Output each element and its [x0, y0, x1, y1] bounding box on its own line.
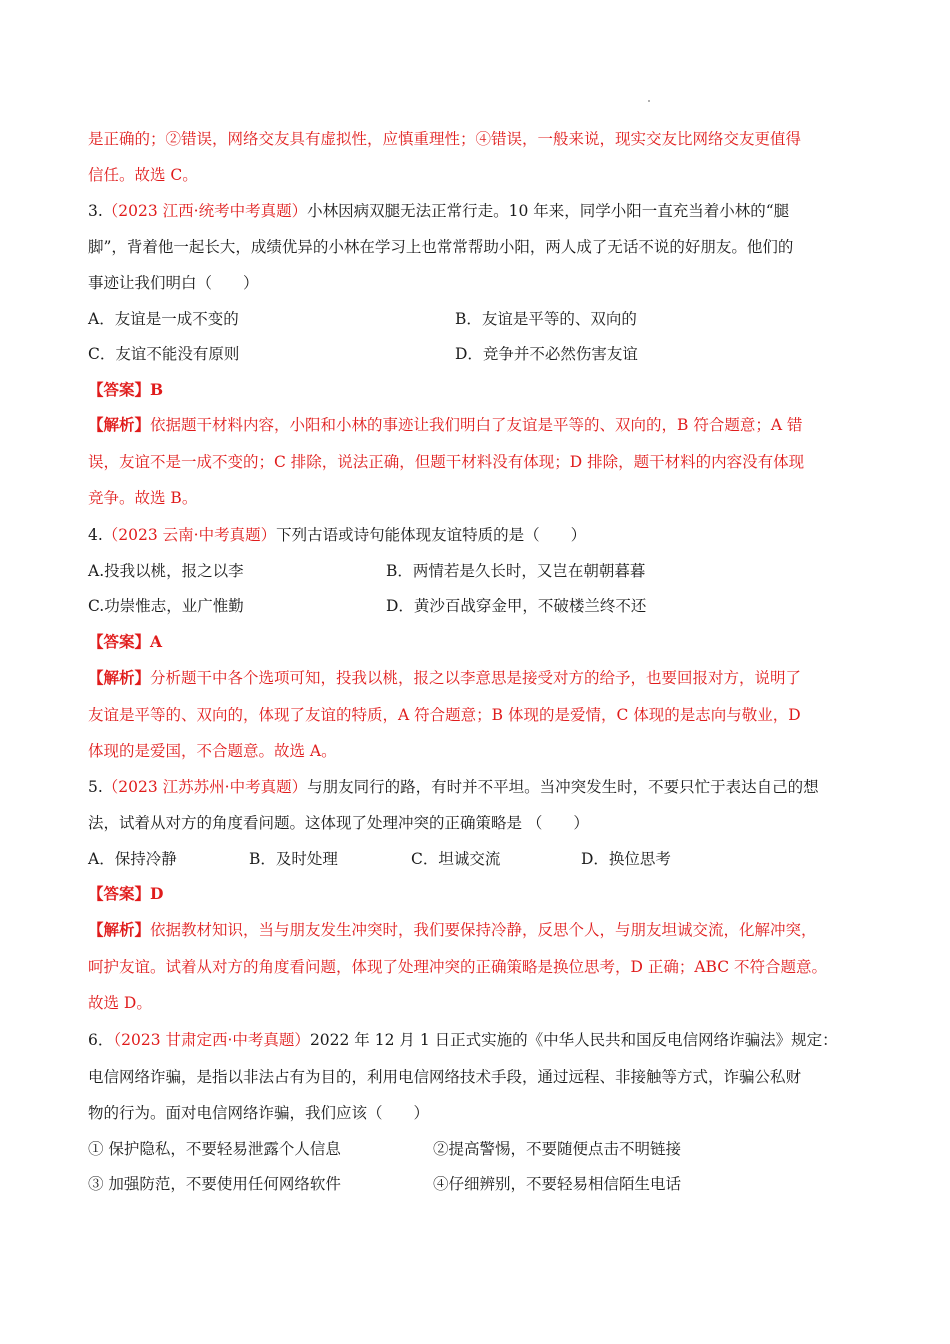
q3-stem-text: 小林因病双腿无法正常行走。10 年来，同学小阳一直充当着小林的“腿 — [307, 202, 790, 220]
q4-option-c: C.功崇惟志，业广惟勤 — [88, 597, 244, 615]
q5-option-c: C．坦诚交流 — [411, 850, 501, 868]
q3-option-a: A．友谊是一成不变的 — [88, 310, 239, 328]
q6-statement-4: ④仔细辨别，不要轻易相信陌生电话 — [433, 1175, 682, 1193]
q6-number: 6． — [88, 1031, 114, 1049]
page-dot — [648, 100, 650, 102]
q3-option-c: C．友谊不能没有原则 — [88, 345, 240, 363]
q3-explanation-label: 【解析】 — [88, 415, 151, 434]
q4-answer-value: A — [150, 632, 163, 651]
q3-stem-line-2: 脚”，背着他一起长大，成绩优异的小林在学习上也常常帮助小阳，两人成了无话不说的好朋友。他们的 — [88, 238, 794, 256]
q3-explanation-line-2: 误，友谊不是一成不变的；C 排除，说法正确，但题干材料没有体现；D 排除，题干材料的内容没有体现 — [88, 453, 805, 471]
q4-stem-text: 下列古语或诗句能体现友谊特质的是（ ） — [276, 526, 587, 544]
q3-stem-line-1 — [88, 201, 789, 221]
q5-stem-text: 与朋友同行的路，有时并不平坦。当冲突发生时，不要只忙于表达自己的想 — [307, 778, 819, 796]
q5-stem-line-1 — [88, 777, 819, 797]
q4-explanation-text: 分析题干中各个选项可知，投我以桃，报之以李意思是接受对方的给予，也要回报对方，说明了 — [150, 669, 802, 687]
q6-statement-1: ① 保护隐私，不要轻易泄露个人信息 — [88, 1140, 341, 1158]
carry-explanation-line-2: 信任。故选 C。 — [88, 166, 198, 184]
q5-explanation-text: 依据教材知识，当与朋友发生冲突时，我们要保持冷静，反思个人，与朋友坦诚交流，化解冲突， — [150, 921, 817, 939]
q6-stem-text: 2022 年 12 月 1 日正式实施的《中华人民共和国反电信网络诈骗法》规定： — [309, 1031, 838, 1049]
q3-explanation-line-1 — [88, 415, 802, 435]
q3-answer — [88, 380, 163, 400]
q3-answer-value: B — [150, 380, 164, 399]
q5-explanation-line-2: 呵护友谊。试着从对方的角度看问题，体现了处理冲突的正确策略是换位思考，D 正确；ABC 不符合题意。 — [88, 958, 828, 976]
q6-stem-line-3: 物的行为。面对电信网络诈骗，我们应该（ ） — [88, 1104, 430, 1122]
q4-answer-label: 【答案】 — [88, 632, 151, 651]
q4-stem-line-1 — [88, 525, 586, 545]
q4-number: 4. — [88, 526, 103, 544]
q4-answer — [88, 632, 162, 652]
q4-explanation-label: 【解析】 — [88, 668, 151, 687]
q5-explanation-line-3: 故选 D。 — [88, 994, 152, 1012]
q3-explanation-text: 依据题干材料内容，小阳和小林的事迹让我们明白了友谊是平等的、双向的，B 符合题意；A 错 — [150, 416, 803, 434]
q4-option-d: D．黄沙百战穿金甲，不破楼兰终不还 — [386, 597, 647, 615]
q3-option-b: B．友谊是平等的、双向的 — [455, 310, 637, 328]
q6-statement-2: ②提高警惕，不要随便点击不明链接 — [433, 1140, 682, 1158]
q4-explanation-line-2: 友谊是平等的、双向的，体现了友谊的特质，A 符合题意；B 体现的是爱情，C 体现的是志向与敬业，D — [88, 706, 801, 724]
q4-option-b: B．两情若是久长时，又岂在朝朝暮暮 — [386, 562, 646, 580]
q4-source: （2023 云南·中考真题） — [102, 526, 277, 544]
q3-option-d: D．竞争并不必然伤害友谊 — [455, 345, 638, 363]
q5-option-d: D．换位思考 — [581, 850, 671, 868]
q5-option-a: A．保持冷静 — [88, 850, 177, 868]
q4-option-a: A.投我以桃，报之以李 — [88, 562, 244, 580]
q5-option-b: B．及时处理 — [249, 850, 338, 868]
q6-stem-line-1 — [88, 1030, 838, 1050]
q4-explanation-line-1 — [88, 668, 801, 688]
q3-source: （2023 江西·统考中考真题） — [102, 202, 308, 220]
carry-explanation-line-1: 是正确的；②错误，网络交友具有虚拟性，应慎重理性；④错误，一般来说，现实交友比网络交友更值得 — [88, 130, 802, 148]
q5-explanation-label: 【解析】 — [88, 920, 151, 939]
q3-number: 3. — [88, 202, 103, 220]
q4-explanation-line-3: 体现的是爱国，不合题意。故选 A。 — [88, 742, 337, 760]
q3-stem-line-3: 事迹让我们明白（ ） — [88, 274, 259, 292]
q5-explanation-line-1 — [88, 920, 817, 940]
q6-statement-3: ③ 加强防范，不要使用任何网络软件 — [88, 1175, 341, 1193]
q3-answer-label: 【答案】 — [88, 380, 151, 399]
q6-stem-line-2: 电信网络诈骗，是指以非法占有为目的，利用电信网络技术手段，通过远程、非接触等方式，诈骗公私财 — [88, 1068, 802, 1086]
q5-number: 5. — [88, 778, 103, 796]
q5-answer-label: 【答案】 — [88, 884, 151, 903]
q3-explanation-line-3: 竞争。故选 B。 — [88, 489, 198, 507]
q5-source: （2023 江苏苏州·中考真题） — [102, 778, 308, 796]
q5-stem-line-2: 法，试着从对方的角度看问题。这体现了处理冲突的正确策略是 （ ） — [88, 814, 589, 832]
q5-answer-value: D — [150, 884, 164, 903]
q5-answer — [88, 884, 163, 904]
q6-source: （2023 甘肃定西·中考真题） — [113, 1031, 310, 1049]
